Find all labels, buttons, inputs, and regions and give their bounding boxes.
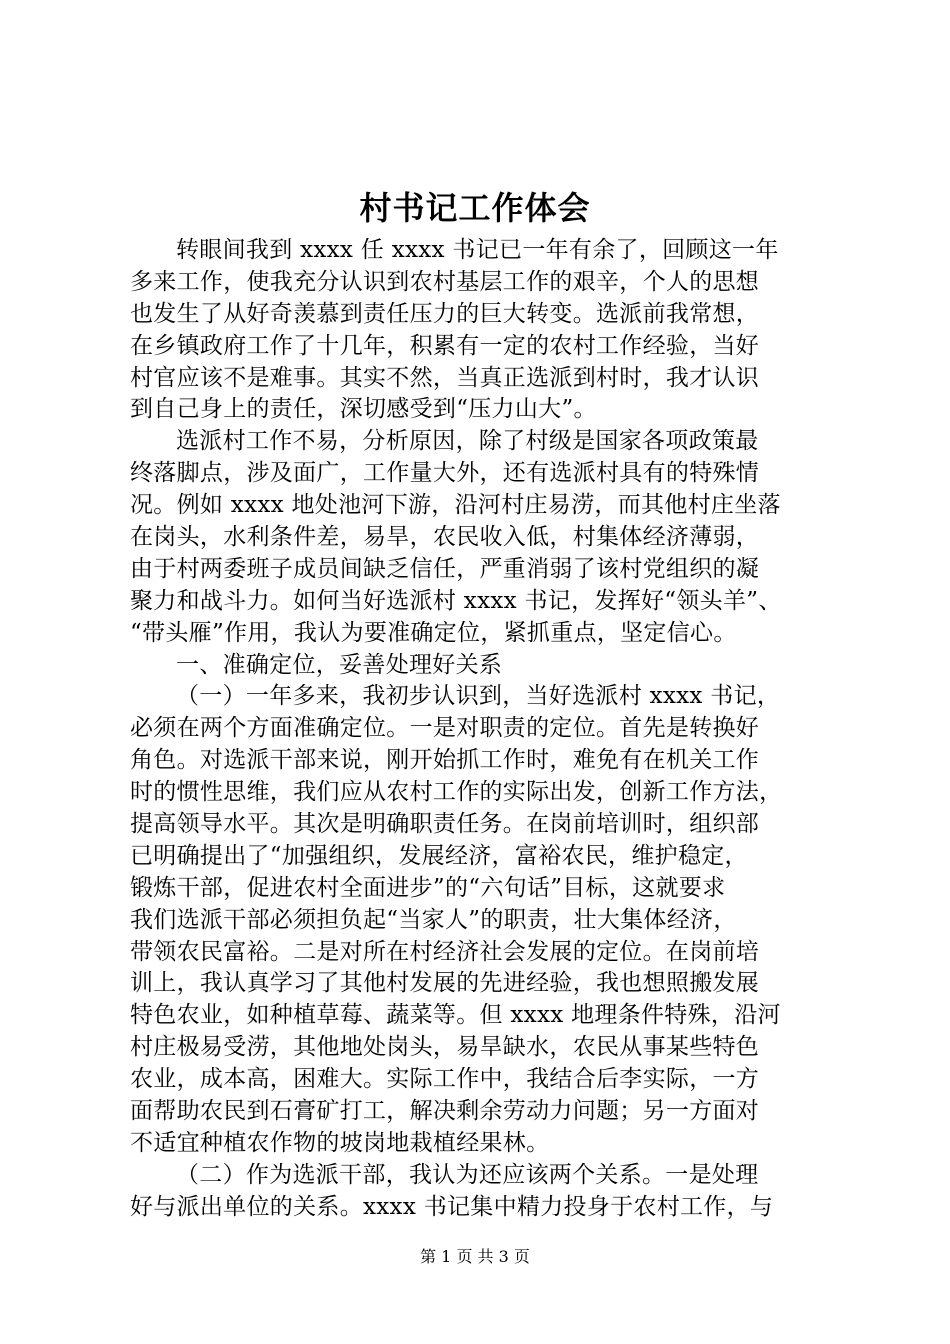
- paragraph-line: 好与派出单位的关系。xxxx 书记集中精力投身于农村工作，与: [130, 1193, 774, 1220]
- paragraph-line: 终落脚点，涉及面广，工作量大外，还有选派村具有的特殊情: [130, 460, 760, 487]
- paragraph-line: 村官应该不是难事。其实不然，当真正选派到村时，我才认识: [130, 364, 760, 391]
- paragraph-line: 在岗头，水利条件差，易旱，农民收入低，村集体经济薄弱，: [130, 524, 760, 551]
- paragraph-line: 选派村工作不易，分析原因，除了村级是国家各项政策最: [176, 428, 759, 455]
- paragraph-line: （二）作为选派干部，我认为还应该两个关系。一是处理: [176, 1161, 759, 1188]
- paragraph-line: 不适宜种植农作物的坡岗地栽植经果林。: [130, 1129, 550, 1156]
- paragraph-line: 况。例如 xxxx 地处池河下游，沿河村庄易涝，而其他村庄坐落: [130, 492, 781, 519]
- paragraph-line: 角色。对选派干部来说，刚开始抓工作时，难免有在机关工作: [130, 747, 760, 774]
- paragraph-line: 特色农业，如种植草莓、蔬菜等。但 xxxx 地理条件特殊，沿河: [130, 1002, 781, 1029]
- paragraph-line: 面帮助农民到石膏矿打工，解决剩余劳动力问题；另一方面对: [130, 1098, 760, 1125]
- paragraph-line: 训上，我认真学习了其他村发展的先进经验，我也想照搬发展: [130, 970, 760, 997]
- paragraph-line: “带头雁”作用，我认为要准确定位，紧抓重点，坚定信心。: [130, 619, 737, 646]
- paragraph-line: 村庄极易受涝，其他地处岗头，易旱缺水，农民从事某些特色: [130, 1034, 760, 1061]
- paragraph-line: 带领农民富裕。二是对所在村经济社会发展的定位。在岗前培: [130, 938, 760, 965]
- paragraph-line: 必须在两个方面准确定位。一是对职责的定位。首先是转换好: [130, 715, 760, 742]
- paragraph-line: 聚力和战斗力。如何当好选派村 xxxx 书记，发挥好“领头羊”、: [130, 587, 782, 614]
- paragraph-line: 时的惯性思维，我们应从农村工作的实际出发，创新工作方法，: [130, 779, 783, 806]
- paragraph-line: 由于村两委班子成员间缺乏信任，严重消弱了该村党组织的凝: [130, 555, 760, 582]
- paragraph-line: 我们选派干部必须担负起“当家人”的职责，壮大集体经济，: [130, 906, 737, 933]
- page-number-footer: 第 1 页 共 3 页: [420, 1247, 530, 1266]
- paragraph-line: 也发生了从好奇羡慕到责任压力的巨大转变。选派前我常想，: [130, 300, 760, 327]
- paragraph-line: 到自己身上的责任，深切感受到“压力山大”。: [130, 396, 597, 423]
- paragraph-line: 已明确提出了“加强组织，发展经济，富裕农民，维护稳定，: [130, 842, 748, 869]
- document-body: [130, 235, 822, 1224]
- paragraph-line: 锻炼干部，促进农村全面进步”的“六句话”目标，这就要求: [130, 874, 726, 901]
- section-heading: 一、准确定位，妥善处理好关系: [176, 651, 503, 678]
- paragraph-line: 农业，成本高，困难大。实际工作中，我结合后李实际，一方: [130, 1066, 760, 1093]
- paragraph-line: 在乡镇政府工作了十几年，积累有一定的农村工作经验，当好: [130, 332, 760, 359]
- paragraph-line: 提高领导水平。其次是明确职责任务。在岗前培训时，组织部: [130, 811, 760, 838]
- paragraph-line: 转眼间我到 xxxx 任 xxxx 书记已一年有余了，回顾这一年: [176, 237, 779, 263]
- paragraph-line: （一）一年多来，我初步认识到，当好选派村 xxxx 书记，: [176, 683, 781, 710]
- paragraph-line: 多来工作，使我充分认识到农村基层工作的艰辛，个人的思想: [130, 268, 760, 295]
- document-title: 村书记工作体会: [359, 189, 591, 227]
